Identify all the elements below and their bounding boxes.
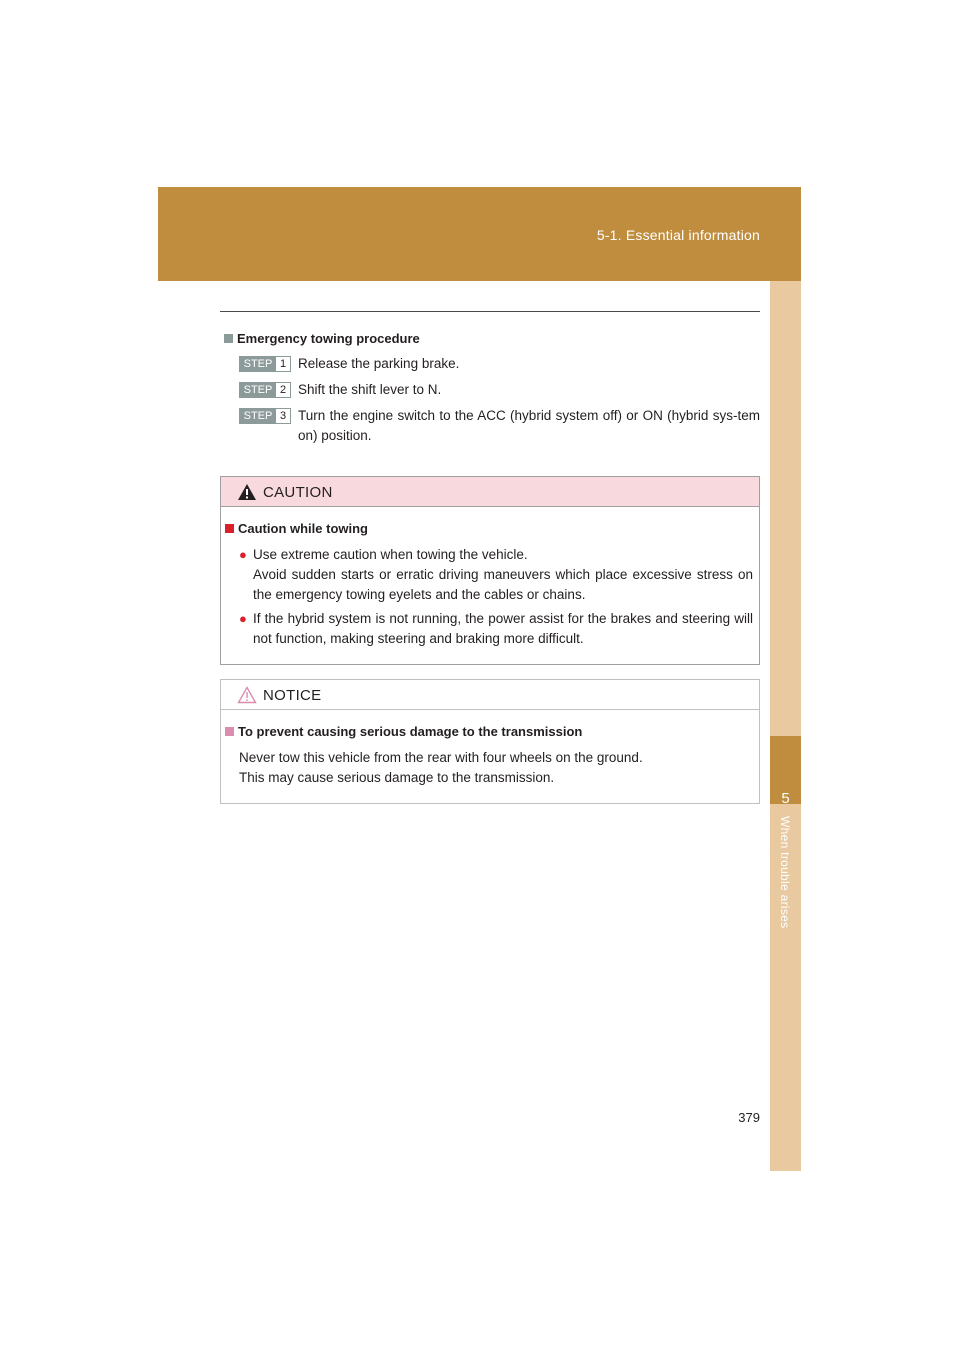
notice-text: Never tow this vehicle from the rear with four wheels on the ground. This may cause serious damage to the transmission. bbox=[239, 750, 643, 785]
notice-box bbox=[220, 679, 760, 804]
chapter-number: 5 bbox=[781, 790, 790, 807]
step-text: Shift the shift lever to N. bbox=[298, 382, 442, 397]
notice-triangle-icon bbox=[237, 686, 257, 704]
page-number: 379 bbox=[738, 1110, 760, 1125]
side-tab bbox=[770, 281, 801, 1171]
header-band bbox=[158, 187, 801, 281]
warning-triangle-icon bbox=[237, 483, 257, 501]
step-text: Release the parking brake. bbox=[298, 356, 460, 371]
caution-box bbox=[220, 476, 760, 665]
step-badge: STEP 1 bbox=[239, 356, 291, 372]
step-badge: STEP 3 bbox=[239, 408, 291, 424]
step-badge: STEP 2 bbox=[239, 382, 291, 398]
divider-rule bbox=[220, 311, 760, 312]
notice-title: NOTICE bbox=[263, 687, 322, 704]
section-title: 5-1. Essential information bbox=[596, 227, 760, 243]
bullet-dot-icon: ● bbox=[239, 611, 247, 626]
chapter-number-tab bbox=[770, 736, 801, 807]
caution-bullet: ● Use extreme caution when towing the vehicle. Avoid sudden starts or erratic driving maneuvers which place excessive stress on the emergency towing eyelets and the cables or chains. bbox=[239, 547, 753, 602]
caution-title: CAUTION bbox=[263, 484, 333, 501]
notice-subheading: To prevent causing serious damage to the transmission bbox=[225, 724, 582, 739]
square-bullet-icon bbox=[224, 334, 233, 343]
chapter-label: When trouble arises bbox=[778, 816, 792, 929]
caution-subheading: Caution while towing bbox=[225, 521, 368, 536]
step-text: Turn the engine switch to the ACC (hybrid system off) or ON (hybrid sys-tem on) position. bbox=[298, 408, 760, 443]
procedure-heading: Emergency towing procedure bbox=[224, 331, 420, 346]
caution-header bbox=[221, 477, 759, 507]
square-bullet-icon bbox=[225, 524, 234, 533]
square-bullet-icon bbox=[225, 727, 234, 736]
bullet-dot-icon: ● bbox=[239, 547, 247, 562]
caution-bullet: ● If the hybrid system is not running, the power assist for the brakes and steering will not function, making steering and braking more difficult. bbox=[239, 611, 753, 646]
notice-header bbox=[221, 680, 759, 710]
